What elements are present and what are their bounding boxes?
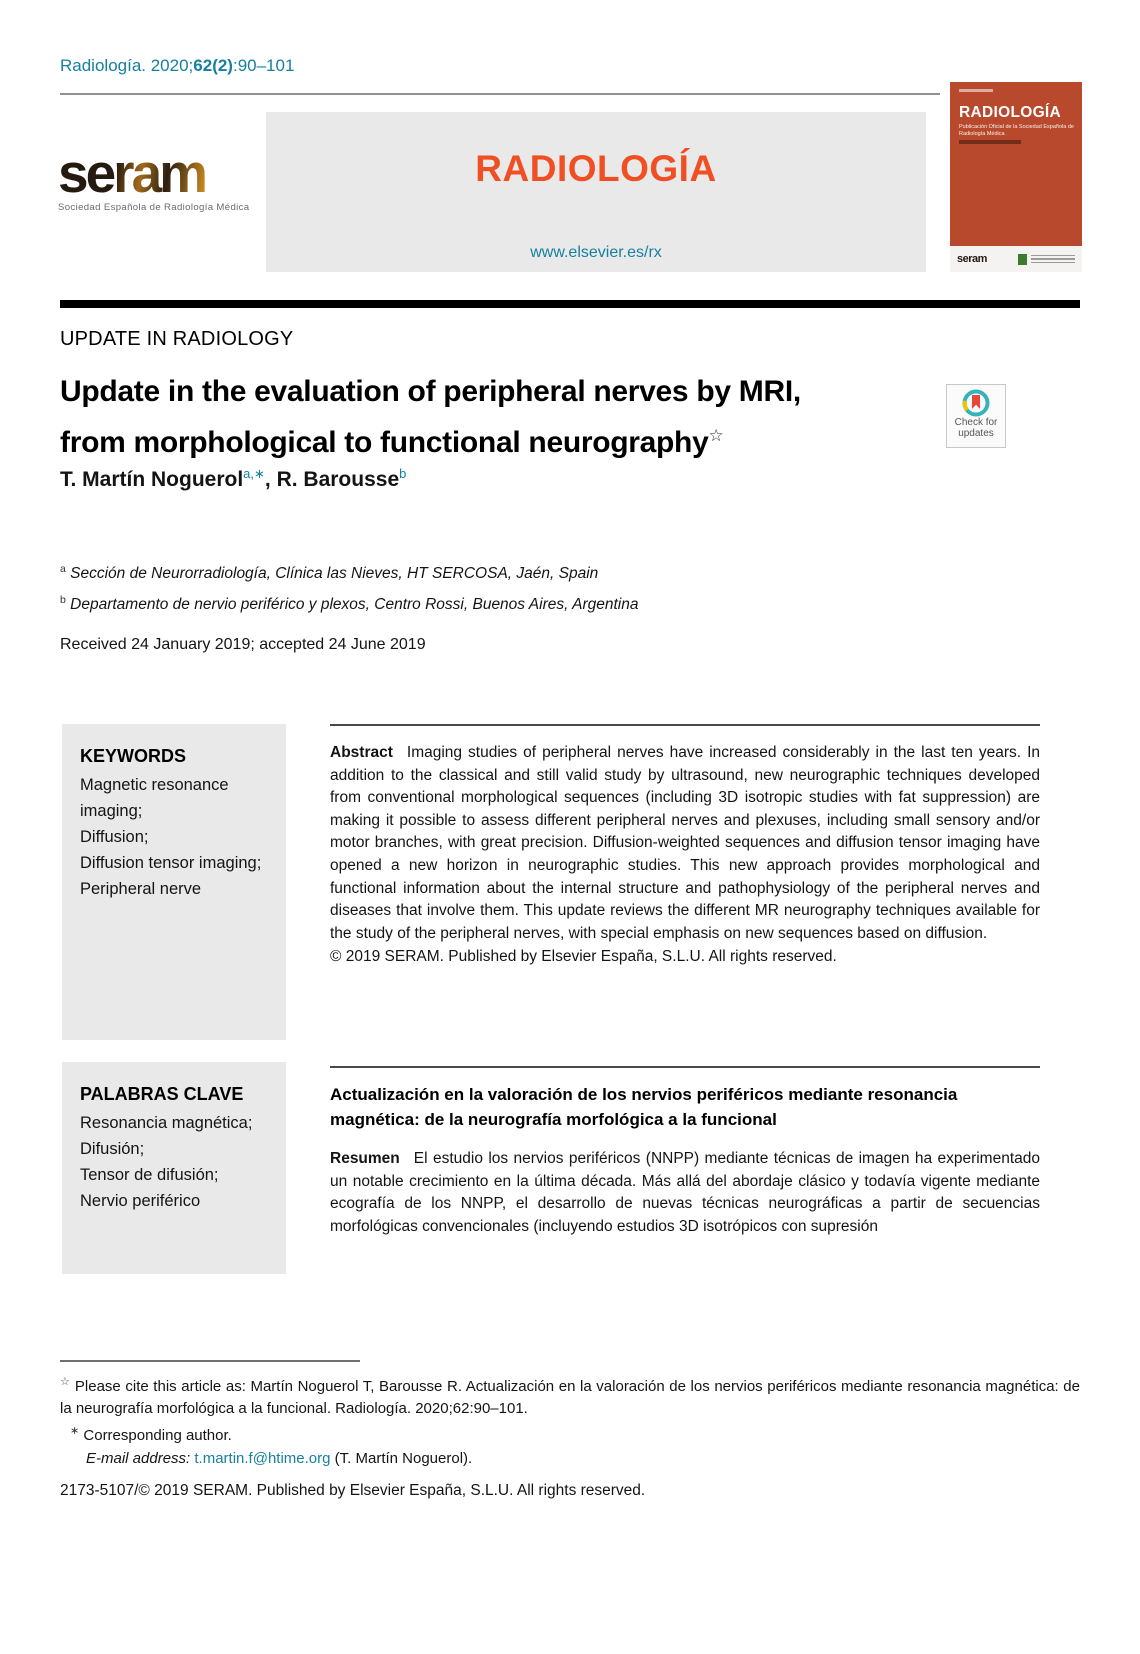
title-footnote-mark: ☆ (708, 426, 724, 445)
footnote-rule (60, 1360, 360, 1362)
keywords-heading-es: PALABRAS CLAVE (80, 1084, 244, 1104)
email-label: E-mail address: (86, 1449, 191, 1467)
resumen-text: El estudio los nervios periféricos (NNPP) mediante técnicas de imagen ha experimentado un notable crecimiento en la última década. Más allá del abordaje clásico y todavía vigente mediante ecografía de los NNPP, el desarrollo de nuevas técnicas neurográficas a partir de secuencias morfológicas convencionales (incluyendo estudios 3D isotrópicos con supresión (330, 1150, 1040, 1235)
resumen-label: Resumen (330, 1150, 400, 1167)
affiliations (60, 556, 639, 618)
keyword-item: Resonancia magnética; (80, 1114, 253, 1132)
cover-footer-logos (1018, 253, 1075, 266)
author-1: T. Martín Noguerol (60, 468, 244, 491)
citation-volume: 62(2) (193, 56, 233, 75)
email-suffix: (T. Martín Noguerol). (330, 1449, 473, 1467)
author-2-sup: b (399, 466, 407, 481)
keywords-box-es (62, 1062, 286, 1274)
check-for-updates-badge[interactable] (946, 384, 1006, 448)
abstract-paragraph (330, 742, 1040, 945)
citation-pages: :90–101 (232, 56, 295, 75)
check-updates-icon (962, 389, 990, 417)
article-title-line1: Update in the evaluation of peripheral nerves by MRI, (60, 375, 801, 408)
cover-footer-text-lines (1031, 253, 1075, 266)
keywords-box-en (62, 724, 286, 1040)
cover-issn-bar (959, 89, 993, 92)
cover-footer-strip (950, 246, 1082, 272)
keyword-item: Nervio periférico (80, 1192, 201, 1210)
email-link[interactable]: t.martin.f@htime.org (194, 1449, 331, 1467)
citation-prefix: Radiología. 2020; (60, 56, 194, 75)
cover-title: RADIOLOGÍA (959, 104, 1062, 121)
authors-line (60, 466, 406, 492)
cover-logo-mark (1018, 254, 1027, 265)
abstract-label: Abstract (330, 744, 393, 761)
resumen-paragraph (330, 1148, 1040, 1238)
affiliation-b: $^b$ Departamento de nervio periférico y plexos, Centro Rossi, Buenos Aires, Argentina (60, 594, 639, 614)
author-separator: , (264, 468, 277, 491)
abstract-copyright: © 2019 SERAM. Published by Elsevier España, S.L.U. All rights reserved. (330, 948, 837, 966)
journal-title: RADIOLOGÍA (475, 148, 717, 189)
cover-small-text-bar (959, 140, 1021, 144)
section-divider-bar (60, 300, 1080, 308)
article-history: Received 24 January 2019; accepted 24 June 2019 (60, 636, 426, 653)
author-1-sup: a,∗ (243, 466, 265, 481)
cite-footnote-text: Please cite this article as: Martín Noguerol T, Barousse R. Actualización en la valoración de los nervios periféricos mediante resonancia magnética: de la neurografía morfológica a la funcional. Radiología. 2020;62:90–101. (60, 1378, 1080, 1417)
keyword-item: Magnetic resonance imaging; (80, 776, 229, 820)
cite-footnote (60, 1372, 1080, 1419)
seram-logo-word: seram (58, 146, 268, 201)
issn-copyright-line: 2173-5107/© 2019 SERAM. Published by Elsevier España, S.L.U. All rights reserved. (60, 1482, 646, 1499)
corresponding-author-note (60, 1421, 1080, 1447)
page-citation (60, 56, 294, 76)
journal-cover-thumbnail (950, 82, 1082, 272)
abstract-column-es (330, 1066, 1040, 1238)
corresponding-text: Corresponding author. (83, 1427, 232, 1444)
section-heading: UPDATE IN RADIOLOGY (60, 328, 294, 350)
corresponding-mark: ∗ (70, 1425, 80, 1437)
footnotes-block (60, 1372, 1080, 1469)
spanish-title: Actualización en la valoración de los nervios periféricos mediante resonancia magnética: de la neurografía morfológica a la funcional (330, 1085, 958, 1129)
header-divider-rule (60, 93, 940, 95)
email-line (60, 1448, 1080, 1470)
affiliation-a: $^a$ Sección de Neurorradiología, Clínica las Nieves, HT SERCOSA, Jaén, Spain (60, 563, 599, 583)
cover-brand: seram (957, 253, 987, 265)
keyword-item: Diffusion; (80, 828, 149, 846)
keywords-heading-en: KEYWORDS (80, 746, 187, 766)
keyword-item: Tensor de difusión; (80, 1166, 219, 1184)
masthead-box (266, 112, 926, 272)
check-updates-label: Check for updates (954, 417, 998, 439)
keyword-item: Difusión; (80, 1140, 145, 1158)
seram-logo (58, 142, 268, 213)
seram-logo-caption: Sociedad Española de Radiología Médica (58, 202, 250, 213)
keyword-item: Peripheral nerve (80, 880, 202, 898)
abstract-column-en (330, 724, 1040, 969)
article-title (60, 370, 940, 465)
article-title-line2: from morphological to functional neurography☆ (60, 426, 724, 459)
cite-footnote-mark: ☆ (60, 1376, 71, 1388)
journal-url-link[interactable]: www.elsevier.es/rx (530, 244, 662, 261)
abstract-text: Imaging studies of peripheral nerves have increased considerably in the last ten years. In addition to the classical and still valid study by ultrasound, new neurographic techniques developed from conventional morphological sequences (including 3D isotropic studies with fat suppression) are making it possible to assess different peripheral nerves and plexuses, including small sensory and/or motor branches, with great precision. Diffusion-weighted sequences and diffusion tensor imaging have opened a new horizon in neurographic studies. This new approach provides morphological and functional information about the internal structure and pathophysiology of the peripheral nerves and diseases that involve them. This update reviews the different MR neurography techniques available for the study of the peripheral nerves, with special emphasis on new sequences based on diffusion. (330, 744, 1040, 942)
keyword-item: Diffusion tensor imaging; (80, 854, 262, 872)
author-2: R. Barousse (276, 468, 400, 491)
cover-subtitle: Publicación Oficial de la Sociedad Española de Radiología Médica (959, 124, 1074, 137)
